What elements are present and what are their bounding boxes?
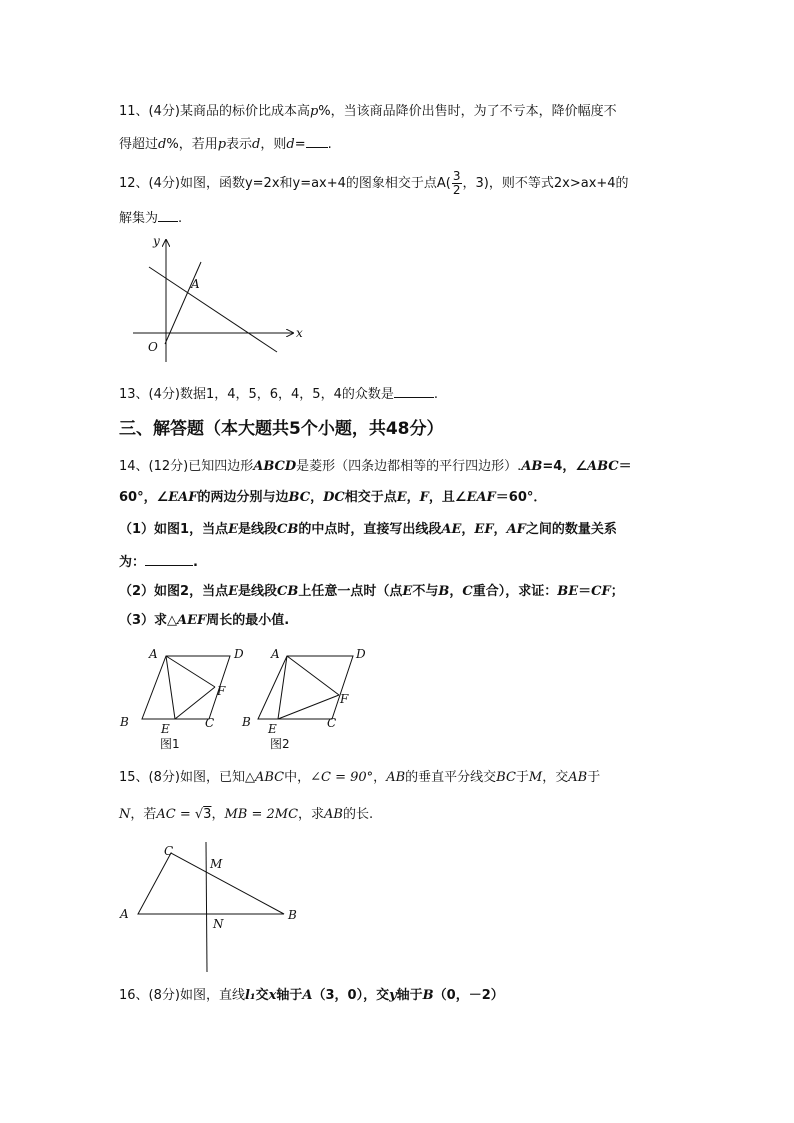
text: ＝ bbox=[578, 584, 592, 599]
text: ＝ bbox=[618, 459, 632, 474]
var: y bbox=[389, 988, 397, 1003]
text: 是线段 bbox=[238, 522, 278, 537]
text: ，求 bbox=[298, 807, 325, 822]
q14-figure2 bbox=[240, 644, 375, 752]
answer-blank bbox=[158, 208, 178, 222]
figure-caption: 图2 bbox=[270, 737, 290, 751]
var: AB bbox=[324, 807, 343, 822]
segment-ae bbox=[166, 656, 175, 719]
var: x bbox=[268, 988, 277, 1003]
var: △ABC bbox=[244, 770, 285, 785]
text: 交 bbox=[255, 988, 269, 1003]
text: 相交于点 bbox=[344, 490, 397, 505]
q12-line2 bbox=[119, 208, 182, 228]
text: 轴于 bbox=[396, 988, 423, 1003]
label-c: C bbox=[205, 716, 215, 730]
var: C bbox=[462, 584, 473, 599]
q12-figure bbox=[125, 232, 310, 364]
var: AB bbox=[521, 459, 543, 474]
q13-line bbox=[119, 384, 438, 404]
var: B bbox=[422, 988, 434, 1003]
text: . bbox=[193, 555, 198, 570]
text: 的中点时，直接写出线段 bbox=[298, 522, 442, 537]
text: %，若用 bbox=[166, 137, 218, 152]
q14-part1-line2 bbox=[119, 552, 198, 572]
label-d: D bbox=[356, 647, 366, 661]
rhombus bbox=[258, 656, 353, 719]
q14-part2 bbox=[119, 583, 624, 601]
var: BC bbox=[288, 490, 311, 505]
label-a: A bbox=[271, 647, 280, 661]
q11-line1 bbox=[119, 103, 617, 121]
q14-part3 bbox=[119, 612, 289, 630]
line-y-2x bbox=[165, 262, 201, 344]
text: =4，∠ bbox=[542, 459, 587, 474]
q14-line1 bbox=[119, 458, 632, 476]
var: N bbox=[119, 807, 131, 822]
var-p: p bbox=[217, 137, 227, 152]
label-e: E bbox=[161, 722, 170, 736]
text: ，3)，则不等式2x>ax+4的 bbox=[462, 176, 629, 191]
y-label: y bbox=[153, 234, 160, 248]
answer-blank bbox=[145, 552, 193, 566]
text: . bbox=[327, 137, 332, 152]
var: E bbox=[396, 490, 407, 505]
answer-blank bbox=[394, 384, 434, 398]
text: 的两边分别与边 bbox=[197, 490, 289, 505]
q15-line2 bbox=[119, 806, 373, 824]
label-a: A bbox=[120, 907, 129, 921]
var: A bbox=[302, 988, 313, 1003]
var-p: p bbox=[309, 104, 319, 119]
text: 上任意一点时（点 bbox=[298, 584, 403, 599]
var-d: d bbox=[158, 137, 167, 152]
text: 13、(4分)数据1，4，5，6，4，5，4的众数是 bbox=[119, 387, 394, 402]
text: 12、(4分)如图，函数y=2x和y=ax+4的图象相交于点A( bbox=[119, 176, 451, 191]
perpendicular-bisector bbox=[206, 842, 207, 972]
var: ∠C = 90° bbox=[310, 770, 374, 785]
q11-line2 bbox=[119, 134, 332, 154]
text: 不与 bbox=[412, 584, 439, 599]
text: （2）如图2，当点 bbox=[119, 584, 229, 599]
text: ， bbox=[310, 490, 324, 505]
q14-figure1 bbox=[116, 644, 251, 752]
text: 60°，∠ bbox=[119, 490, 169, 505]
var: E bbox=[402, 584, 413, 599]
label-a: A bbox=[149, 647, 158, 661]
var: DC bbox=[323, 490, 345, 505]
segment-ef bbox=[175, 687, 215, 719]
text: ，若 bbox=[130, 807, 157, 822]
text: 于 bbox=[515, 770, 529, 785]
q14-part1-line1 bbox=[119, 521, 617, 539]
q12-line1 bbox=[119, 170, 629, 197]
label-e: E bbox=[268, 722, 277, 736]
text: 之间的数量关系 bbox=[525, 522, 617, 537]
segment-af bbox=[166, 656, 215, 687]
text: 的垂直平分线交 bbox=[405, 770, 497, 785]
var: CB bbox=[277, 522, 299, 537]
text: ， bbox=[493, 522, 507, 537]
segment-af bbox=[287, 656, 339, 695]
text: ＝60°． bbox=[495, 490, 547, 505]
label-b: B bbox=[242, 715, 251, 729]
label-d: D bbox=[234, 647, 244, 661]
text: %，当该商品降价出售时，为了不亏本，降价幅度不 bbox=[318, 104, 617, 119]
var: AB bbox=[568, 770, 588, 785]
var: EAF bbox=[466, 490, 496, 505]
label-c: C bbox=[164, 844, 174, 858]
var: E bbox=[228, 584, 239, 599]
text: （3，0），交 bbox=[312, 988, 390, 1003]
var: CF bbox=[591, 584, 611, 599]
text: （3）求△ bbox=[119, 613, 178, 628]
text: ， bbox=[461, 522, 475, 537]
text: 是线段 bbox=[238, 584, 278, 599]
var: AEF bbox=[177, 613, 207, 628]
label-b: B bbox=[120, 715, 129, 729]
text: 中， bbox=[284, 770, 311, 785]
line-y-ax4 bbox=[149, 267, 277, 352]
text: 11、(4分)某商品的标价比成本高 bbox=[119, 104, 310, 119]
text: 的长. bbox=[343, 807, 374, 822]
var: BE bbox=[557, 584, 579, 599]
text: ，交 bbox=[542, 770, 569, 785]
fraction bbox=[452, 170, 462, 197]
label-f: F bbox=[340, 692, 349, 706]
text: ，且∠ bbox=[428, 490, 467, 505]
label-m: M bbox=[210, 857, 223, 871]
var: M bbox=[528, 770, 543, 785]
var-d: d bbox=[252, 137, 261, 152]
text: 14、(12分)已知四边形 bbox=[119, 459, 254, 474]
q16-line1 bbox=[119, 987, 504, 1005]
var: AF bbox=[506, 522, 526, 537]
section-title: 三、解答题（本大题共5个小题，共48分） bbox=[119, 419, 444, 439]
text: 16、(8分)如图，直线 bbox=[119, 988, 245, 1003]
var: AB bbox=[386, 770, 406, 785]
text: 为： bbox=[119, 555, 146, 570]
var: ABC bbox=[586, 459, 619, 474]
text: 15、(8分)如图，已知 bbox=[119, 770, 245, 785]
var: F bbox=[419, 490, 429, 505]
var: BC bbox=[496, 770, 516, 785]
text: 解集为 bbox=[119, 211, 159, 226]
figure-caption: 图1 bbox=[160, 737, 180, 751]
text: 表示 bbox=[226, 137, 253, 152]
q15-figure bbox=[114, 838, 304, 976]
var: CB bbox=[277, 584, 299, 599]
text: 轴于 bbox=[276, 988, 303, 1003]
frac-num: 3 bbox=[452, 169, 461, 183]
sqrt-arg: 3 bbox=[203, 807, 212, 822]
var: MB = 2MC bbox=[224, 807, 299, 822]
text: 周长的最小值. bbox=[206, 613, 290, 628]
var: AE bbox=[441, 522, 462, 537]
text: 是菱形（四条边都相等的平行四边形）. bbox=[296, 459, 522, 474]
text: （0，－2） bbox=[433, 988, 504, 1003]
var: EAF bbox=[168, 490, 198, 505]
text: . bbox=[178, 211, 183, 226]
point-a-label: A bbox=[191, 277, 200, 291]
label-f: F bbox=[217, 684, 226, 698]
text: ； bbox=[610, 584, 624, 599]
text: 重合），求证： bbox=[472, 584, 558, 599]
text: （1）如图1，当点 bbox=[119, 522, 229, 537]
text: ， bbox=[211, 807, 225, 822]
text: ， bbox=[406, 490, 420, 505]
var: EF bbox=[474, 522, 494, 537]
text: ，则 bbox=[260, 137, 287, 152]
var: AC = √ bbox=[156, 807, 204, 822]
var: ABCD bbox=[253, 459, 297, 474]
var: l₁ bbox=[244, 988, 256, 1003]
text: 于 bbox=[587, 770, 601, 785]
q15-line1 bbox=[119, 769, 600, 787]
label-b: B bbox=[288, 908, 297, 922]
label-c: C bbox=[327, 716, 337, 730]
text: ， bbox=[449, 584, 463, 599]
q14-line2 bbox=[119, 489, 546, 507]
origin-label: O bbox=[148, 340, 158, 354]
var: B bbox=[438, 584, 450, 599]
text: 得超过 bbox=[119, 137, 159, 152]
x-label: x bbox=[296, 326, 303, 340]
var-d: d bbox=[286, 137, 295, 152]
frac-den: 2 bbox=[452, 183, 461, 197]
text: = bbox=[294, 137, 306, 152]
label-n: N bbox=[213, 917, 224, 931]
text: . bbox=[433, 387, 438, 402]
text: ， bbox=[373, 770, 387, 785]
var: E bbox=[228, 522, 239, 537]
answer-blank bbox=[306, 134, 328, 148]
